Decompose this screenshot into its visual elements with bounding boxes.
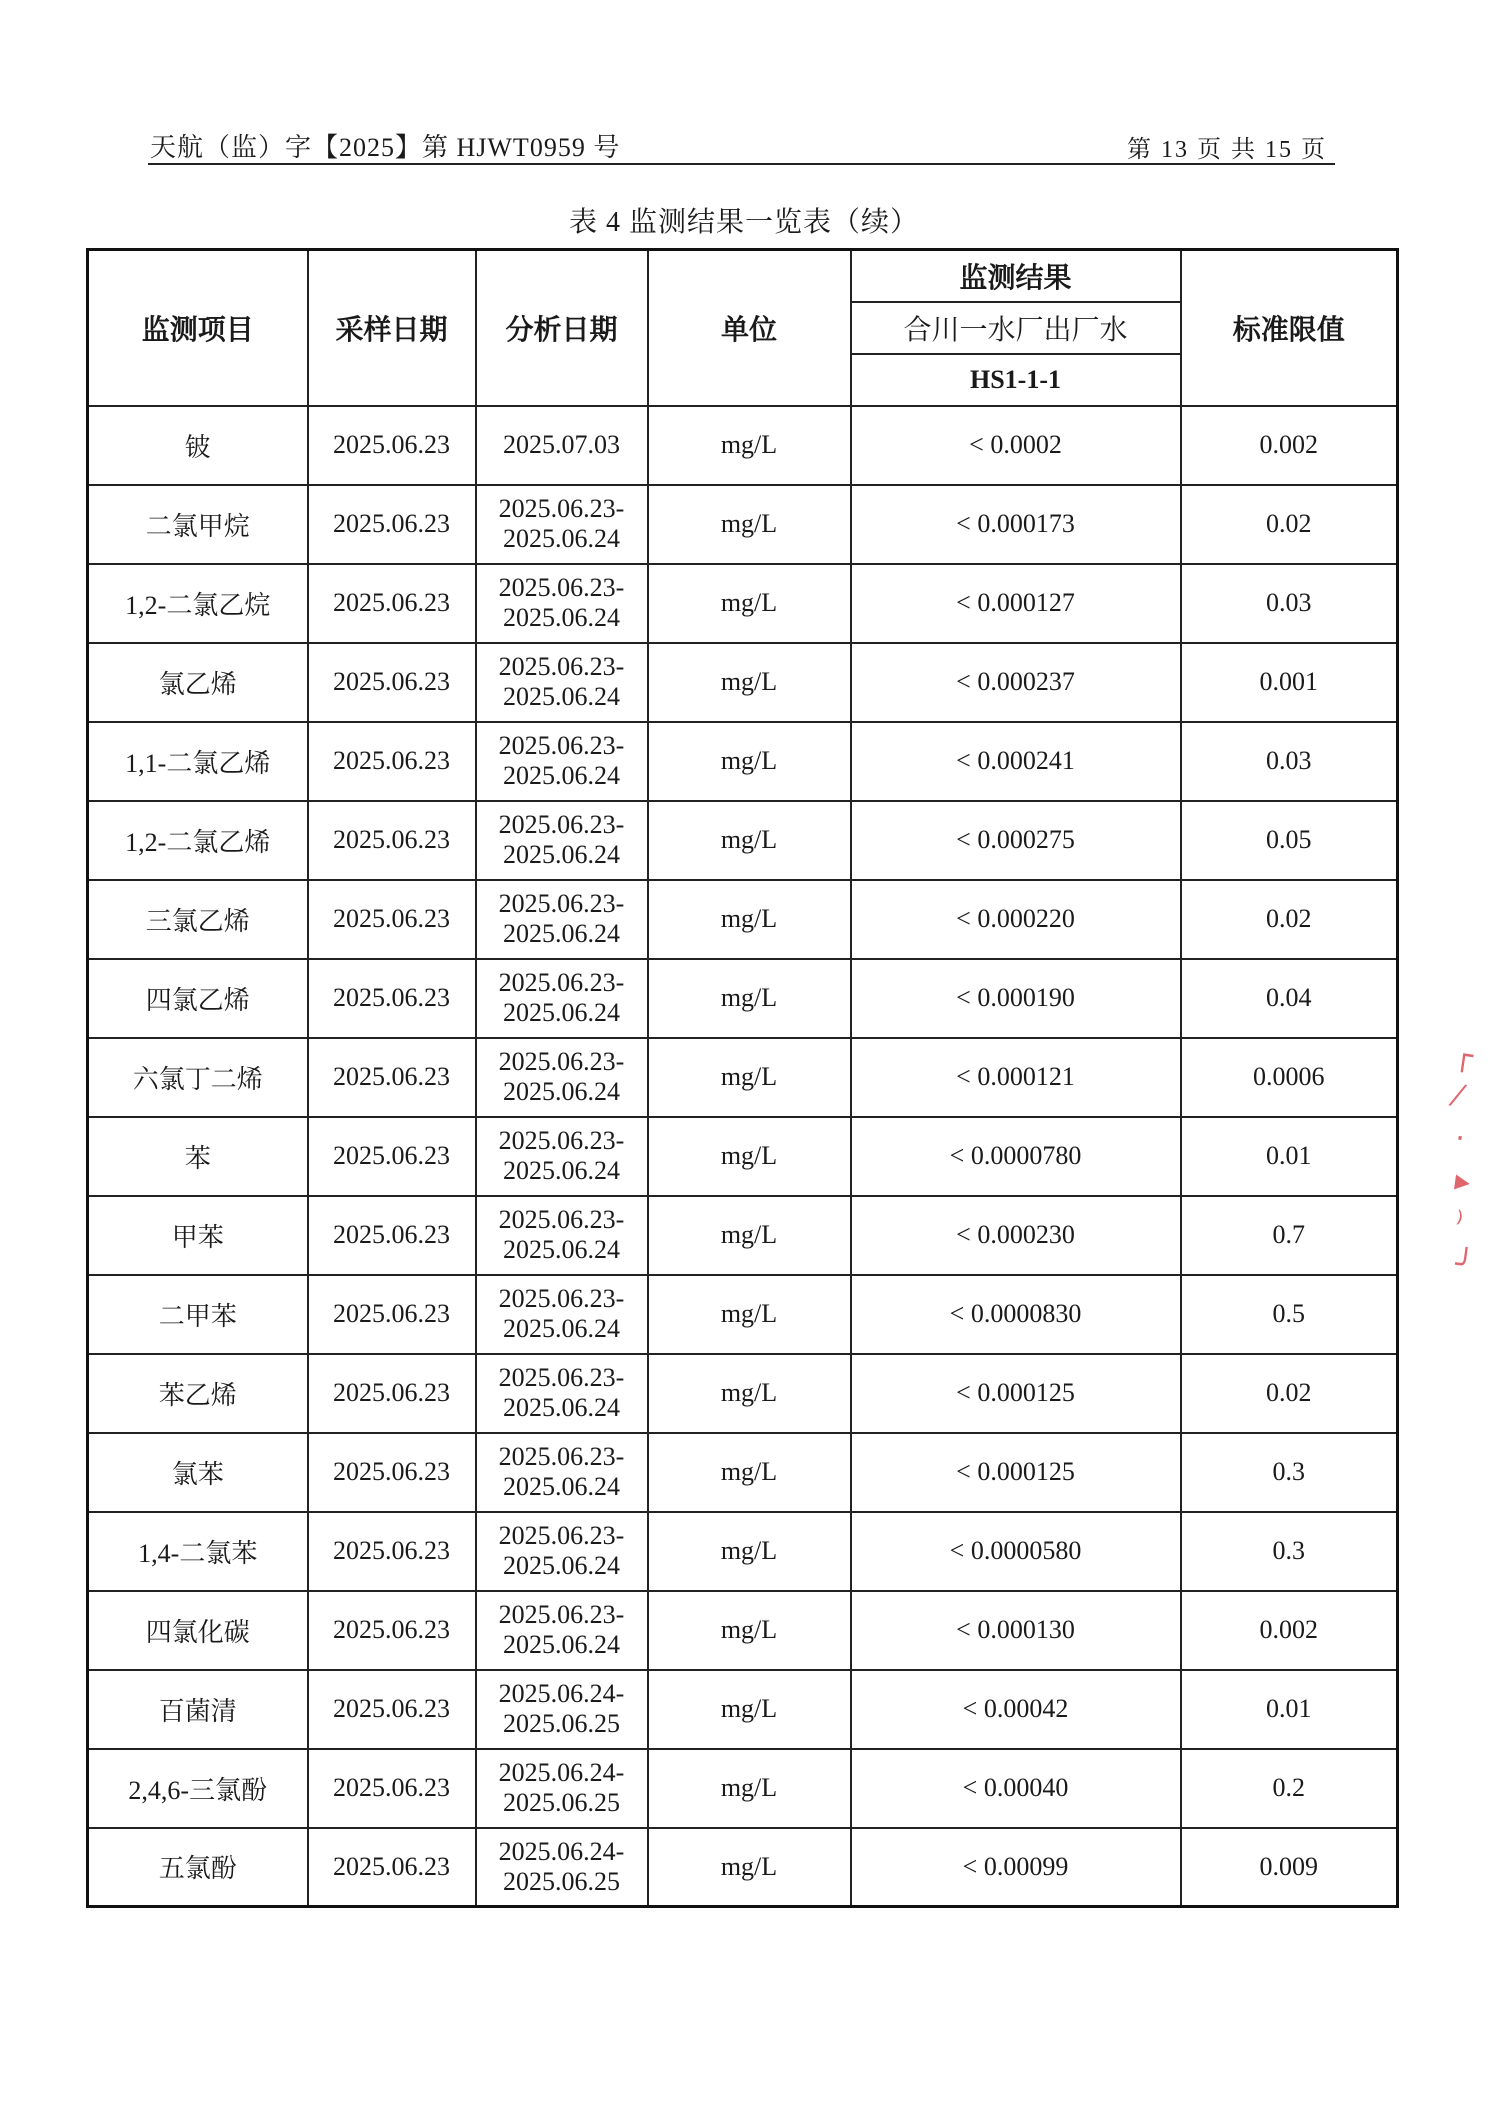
cell-limit: 0.02 [1181,1354,1398,1433]
analysis-date-start: 2025.06.23- [498,1284,625,1313]
cell-unit: mg/L [648,880,851,959]
cell-sample-date: 2025.06.23 [308,1670,476,1749]
cell-analysis-date [476,1354,648,1433]
header-analysis-date: 分析日期 [476,250,648,406]
analysis-date-end: 2025.06.25 [503,1709,620,1738]
cell-unit: mg/L [648,485,851,564]
cell-item: 氯苯 [88,1433,308,1512]
cell-unit: mg/L [648,1591,851,1670]
analysis-date-start: 2025.06.24- [498,1758,625,1787]
cell-analysis-date [476,1433,648,1512]
cell-limit: 0.002 [1181,1591,1398,1670]
cell-result: < 0.00040 [851,1749,1181,1828]
table-row [88,406,1398,485]
cell-limit: 0.05 [1181,801,1398,880]
analysis-date-end: 2025.06.24 [503,1630,620,1659]
cell-unit: mg/L [648,1354,851,1433]
results-table [86,248,1399,1908]
cell-sample-date: 2025.06.23 [308,1828,476,1907]
cell-limit: 0.2 [1181,1749,1398,1828]
cell-analysis-date [476,722,648,801]
cell-sample-date: 2025.06.23 [308,801,476,880]
analysis-date-end: 2025.06.24 [503,603,620,632]
analysis-date-end: 2025.06.24 [503,524,620,553]
table-row [88,1117,1398,1196]
table-row [88,643,1398,722]
analysis-date-start: 2025.06.23- [498,1521,625,1550]
analysis-date-start: 2025.06.23- [498,1442,625,1471]
cell-item: 1,1-二氯乙烯 [88,722,308,801]
table-row [88,1433,1398,1512]
analysis-date-end: 2025.06.24 [503,998,620,1027]
analysis-date-end: 2025.06.24 [503,919,620,948]
cell-unit: mg/L [648,1828,851,1907]
analysis-date-end: 2025.06.24 [503,1077,620,1106]
cell-unit: mg/L [648,406,851,485]
analysis-date-start: 2025.06.23- [498,1126,625,1155]
cell-analysis-date [476,1828,648,1907]
cell-item: 1,2-二氯乙烷 [88,564,308,643]
cell-analysis-date [476,801,648,880]
cell-item: 三氯乙烯 [88,880,308,959]
analysis-date-end: 2025.06.25 [503,1788,620,1817]
table-row [88,1038,1398,1117]
cell-result: < 0.00042 [851,1670,1181,1749]
cell-result: < 0.000121 [851,1038,1181,1117]
cell-result: < 0.0000580 [851,1512,1181,1591]
table-row [88,1828,1398,1907]
cell-result: < 0.000241 [851,722,1181,801]
header-item: 监测项目 [88,250,308,406]
analysis-date-start: 2025.07.03 [503,430,620,459]
analysis-date-start: 2025.06.23- [498,968,625,997]
cell-unit: mg/L [648,1670,851,1749]
cell-limit: 0.02 [1181,485,1398,564]
header-sample-date: 采样日期 [308,250,476,406]
cell-unit: mg/L [648,1749,851,1828]
cell-result: < 0.000130 [851,1591,1181,1670]
cell-result: < 0.00099 [851,1828,1181,1907]
analysis-date-start: 2025.06.23- [498,731,625,760]
analysis-date-end: 2025.06.24 [503,1156,620,1185]
cell-limit: 0.03 [1181,564,1398,643]
cell-sample-date: 2025.06.23 [308,1117,476,1196]
cell-analysis-date [476,406,648,485]
analysis-date-start: 2025.06.23- [498,1047,625,1076]
cell-sample-date: 2025.06.23 [308,1512,476,1591]
cell-item: 二氯甲烷 [88,485,308,564]
cell-result: < 0.0000780 [851,1117,1181,1196]
cell-sample-date: 2025.06.23 [308,485,476,564]
header-limit: 标准限值 [1181,250,1398,406]
cell-result: < 0.000275 [851,801,1181,880]
cell-sample-date: 2025.06.23 [308,406,476,485]
cell-unit: mg/L [648,1117,851,1196]
cell-sample-date: 2025.06.23 [308,564,476,643]
cell-sample-date: 2025.06.23 [308,1749,476,1828]
analysis-date-start: 2025.06.23- [498,652,625,681]
cell-sample-date: 2025.06.23 [308,1354,476,1433]
cell-item: 氯乙烯 [88,643,308,722]
cell-analysis-date [476,1275,648,1354]
cell-unit: mg/L [648,643,851,722]
cell-sample-date: 2025.06.23 [308,1591,476,1670]
cell-item: 甲苯 [88,1196,308,1275]
cell-limit: 0.01 [1181,1670,1398,1749]
table-row [88,722,1398,801]
cell-unit: mg/L [648,1512,851,1591]
cell-analysis-date [476,643,648,722]
page-header [148,125,1335,165]
cell-item: 二甲苯 [88,1275,308,1354]
cell-limit: 0.01 [1181,1117,1398,1196]
cell-unit: mg/L [648,1433,851,1512]
analysis-date-end: 2025.06.25 [503,1866,620,1896]
cell-unit: mg/L [648,959,851,1038]
analysis-date-start: 2025.06.23- [498,1600,625,1629]
analysis-date-end: 2025.06.24 [503,682,620,711]
cell-unit: mg/L [648,1196,851,1275]
cell-result: < 0.0002 [851,406,1181,485]
cell-limit: 0.04 [1181,959,1398,1038]
table-title: 表 4 监测结果一览表（续） [568,207,919,238]
cell-limit: 0.0006 [1181,1038,1398,1117]
analysis-date-start: 2025.06.23- [498,1363,625,1392]
cell-sample-date: 2025.06.23 [308,1196,476,1275]
header-sample-code: HS1-1-1 [851,354,1181,406]
table-row [88,959,1398,1038]
analysis-date-start: 2025.06.23- [498,573,625,602]
cell-result: < 0.0000830 [851,1275,1181,1354]
cell-sample-date: 2025.06.23 [308,880,476,959]
cell-item: 铍 [88,406,308,485]
cell-item: 1,4-二氯苯 [88,1512,308,1591]
cell-limit: 0.009 [1181,1828,1398,1907]
cell-item: 四氯乙烯 [88,959,308,1038]
cell-analysis-date [476,1038,648,1117]
table-row [88,801,1398,880]
analysis-date-end: 2025.06.24 [503,840,620,869]
header-unit: 单位 [648,250,851,406]
cell-limit: 0.02 [1181,880,1398,959]
cell-result: < 0.000220 [851,880,1181,959]
cell-analysis-date [476,1196,648,1275]
cell-analysis-date [476,880,648,959]
cell-sample-date: 2025.06.23 [308,1275,476,1354]
cell-sample-date: 2025.06.23 [308,959,476,1038]
cell-unit: mg/L [648,801,851,880]
cell-sample-date: 2025.06.23 [308,1433,476,1512]
cell-analysis-date [476,1117,648,1196]
cell-item: 苯 [88,1117,308,1196]
cell-limit: 0.3 [1181,1433,1398,1512]
cell-analysis-date [476,1591,648,1670]
cell-item: 四氯化碳 [88,1591,308,1670]
cell-unit: mg/L [648,1275,851,1354]
analysis-date-start: 2025.06.24- [498,1836,625,1866]
cell-limit: 0.7 [1181,1196,1398,1275]
analysis-date-end: 2025.06.24 [503,761,620,790]
header-result-group: 监测结果 [851,250,1181,302]
analysis-date-end: 2025.06.24 [503,1393,620,1422]
table-row [88,1591,1398,1670]
document-reference: 天航（监）字【2025】第 HJWT0959 号 [150,133,621,162]
cell-sample-date: 2025.06.23 [308,1038,476,1117]
cell-analysis-date [476,485,648,564]
analysis-date-start: 2025.06.24- [498,1679,625,1708]
table-row [88,1275,1398,1354]
analysis-date-end: 2025.06.24 [503,1551,620,1580]
table-row [88,564,1398,643]
cell-analysis-date [476,1670,648,1749]
cell-limit: 0.03 [1181,722,1398,801]
cell-limit: 0.3 [1181,1512,1398,1591]
table-row [88,485,1398,564]
cell-result: < 0.000127 [851,564,1181,643]
table-row [88,1749,1398,1828]
table-row [88,1670,1398,1749]
page-number: 第 13 页 共 15 页 [1127,137,1327,163]
cell-limit: 0.002 [1181,406,1398,485]
cell-result: < 0.000190 [851,959,1181,1038]
cell-item: 六氯丁二烯 [88,1038,308,1117]
cell-analysis-date [476,959,648,1038]
cell-result: < 0.000237 [851,643,1181,722]
analysis-date-end: 2025.06.24 [503,1235,620,1264]
analysis-date-start: 2025.06.23- [498,810,625,839]
cell-unit: mg/L [648,564,851,643]
cell-sample-date: 2025.06.23 [308,643,476,722]
analysis-date-start: 2025.06.23- [498,889,625,918]
analysis-date-end: 2025.06.24 [503,1314,620,1343]
table-row [88,1196,1398,1275]
cell-analysis-date [476,1749,648,1828]
cell-item: 百菌清 [88,1670,308,1749]
red-stamp-mark: ┌ ⁄ · ▸ ⁾ ╯ [1452,1036,1476,1285]
header-site: 合川一水厂出厂水 [851,302,1181,354]
table-row [88,880,1398,959]
cell-limit: 0.5 [1181,1275,1398,1354]
analysis-date-start: 2025.06.23- [498,1205,625,1234]
cell-unit: mg/L [648,722,851,801]
cell-item: 1,2-二氯乙烯 [88,801,308,880]
cell-result: < 0.000173 [851,485,1181,564]
cell-result: < 0.000230 [851,1196,1181,1275]
analysis-date-start: 2025.06.23- [498,494,625,523]
cell-item: 苯乙烯 [88,1354,308,1433]
cell-analysis-date [476,564,648,643]
cell-item: 2,4,6-三氯酚 [88,1749,308,1828]
table-body [88,406,1398,1907]
cell-item: 五氯酚 [88,1828,308,1907]
cell-analysis-date [476,1512,648,1591]
table-row [88,1354,1398,1433]
analysis-date-end: 2025.06.24 [503,1472,620,1501]
table-row [88,1512,1398,1591]
cell-result: < 0.000125 [851,1433,1181,1512]
cell-unit: mg/L [648,1038,851,1117]
cell-limit: 0.001 [1181,643,1398,722]
cell-result: < 0.000125 [851,1354,1181,1433]
cell-sample-date: 2025.06.23 [308,722,476,801]
